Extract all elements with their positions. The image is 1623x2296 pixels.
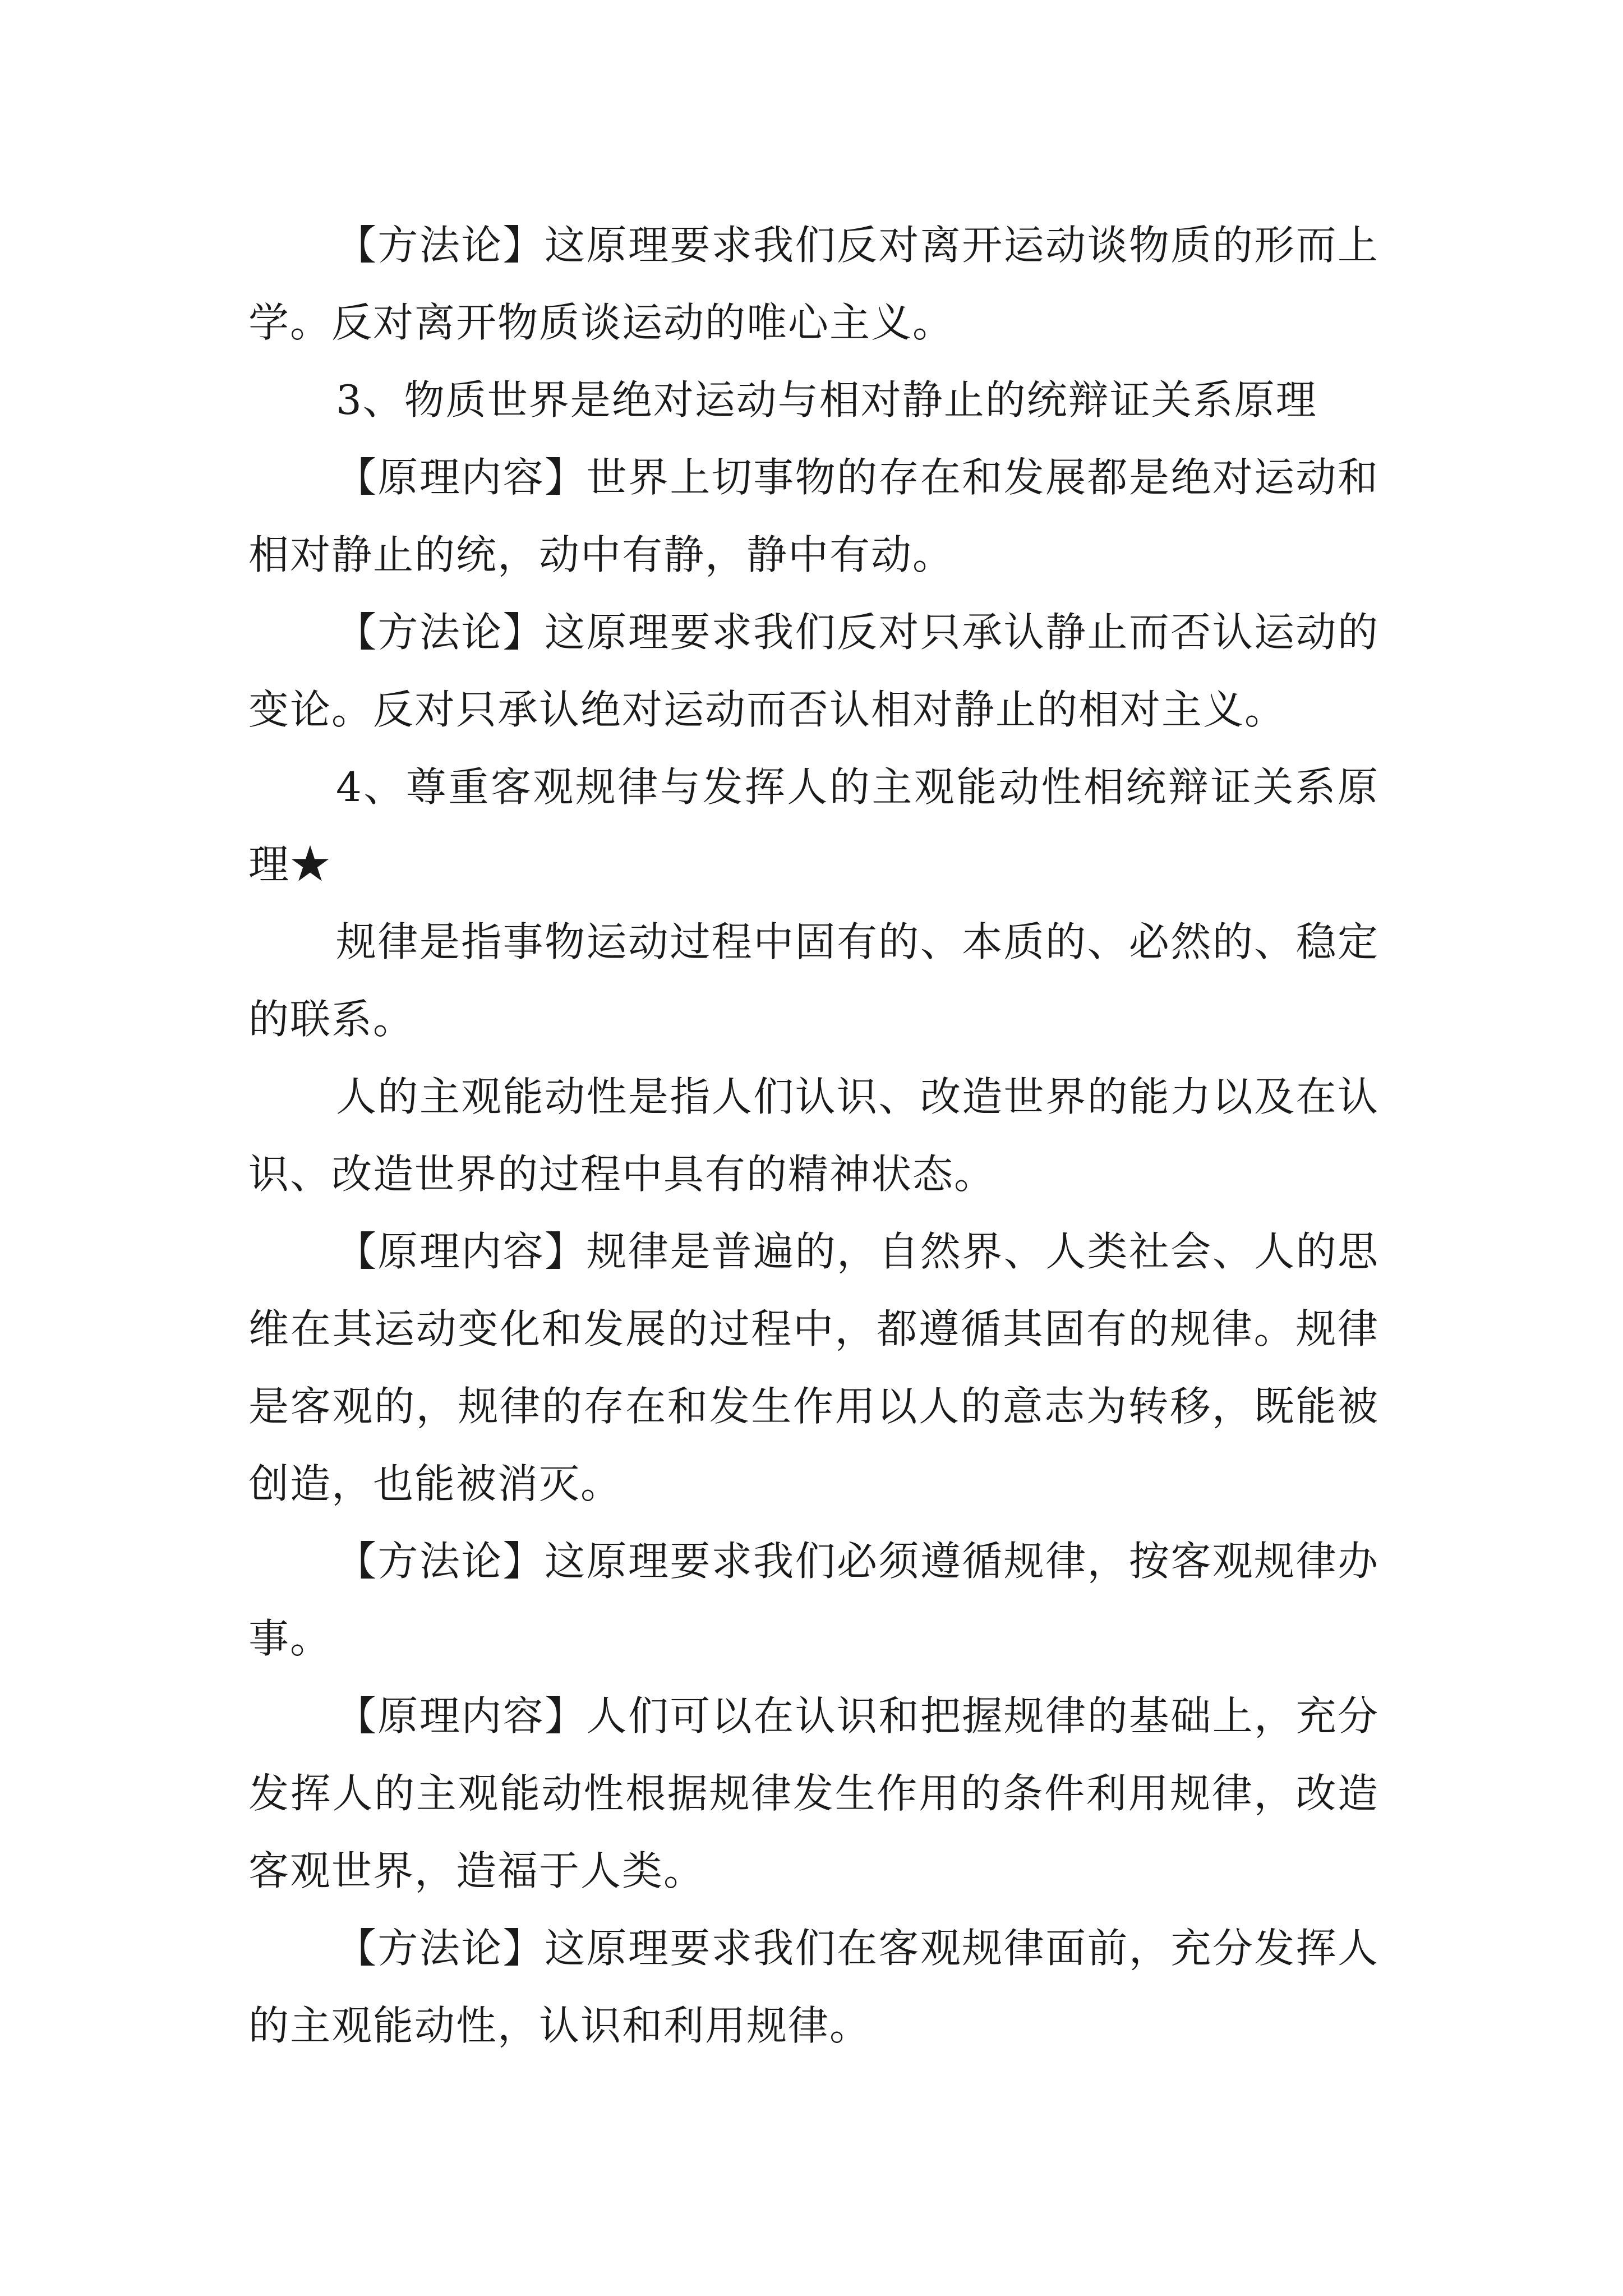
paragraph-principle-1: 【原理内容】世界上切事物的存在和发展都是绝对运动和相对静止的统，动中有静，静中有动。: [248, 454, 1379, 578]
paragraph-definition-law: 规律是指事物运动过程中固有的、本质的、必然的、稳定的联系。: [248, 918, 1379, 1043]
paragraph-principle-3: 【原理内容】人们可以在认识和把握规律的基础上，充分发挥人的主观能动性根据规律发生作用的条件利用规律，改造客观世界，造福于人类。: [248, 1692, 1379, 1894]
paragraph-methodology-4: 【方法论】这原理要求我们在客观规律面前，充分发挥人的主观能动性，认识和利用规律。: [248, 1925, 1379, 2049]
paragraph-definition-initiative: 人的主观能动性是指人们认识、改造世界的能力以及在认识、改造世界的过程中具有的精神状态。: [248, 1073, 1379, 1198]
paragraph-methodology-2: 【方法论】这原理要求我们反对只承认静止而否认运动的变论。反对只承认绝对运动而否认相对静止的相对主义。: [248, 609, 1379, 733]
paragraph-methodology-3: 【方法论】这原理要求我们必须遵循规律，按客观规律办事。: [248, 1538, 1379, 1662]
section-heading-4: 4、尊重客观规律与发挥人的主观能动性相统辩证关系原理★: [248, 763, 1379, 888]
paragraph-methodology-1: 【方法论】这原理要求我们反对离开运动谈物质的形而上学。反对离开物质谈运动的唯心主义。: [248, 222, 1379, 346]
paragraph-principle-2: 【原理内容】规律是普遍的，自然界、人类社会、人的思维在其运动变化和发展的过程中，都遵循其固有的规律。规律是客观的，规律的存在和发生作用以人的意志为转移，既能被创造，也能被消灭。: [248, 1228, 1379, 1507]
section-heading-3: 3、物质世界是绝对运动与相对静止的统辩证关系原理: [336, 376, 1317, 424]
document-body: [248, 206, 1379, 2064]
